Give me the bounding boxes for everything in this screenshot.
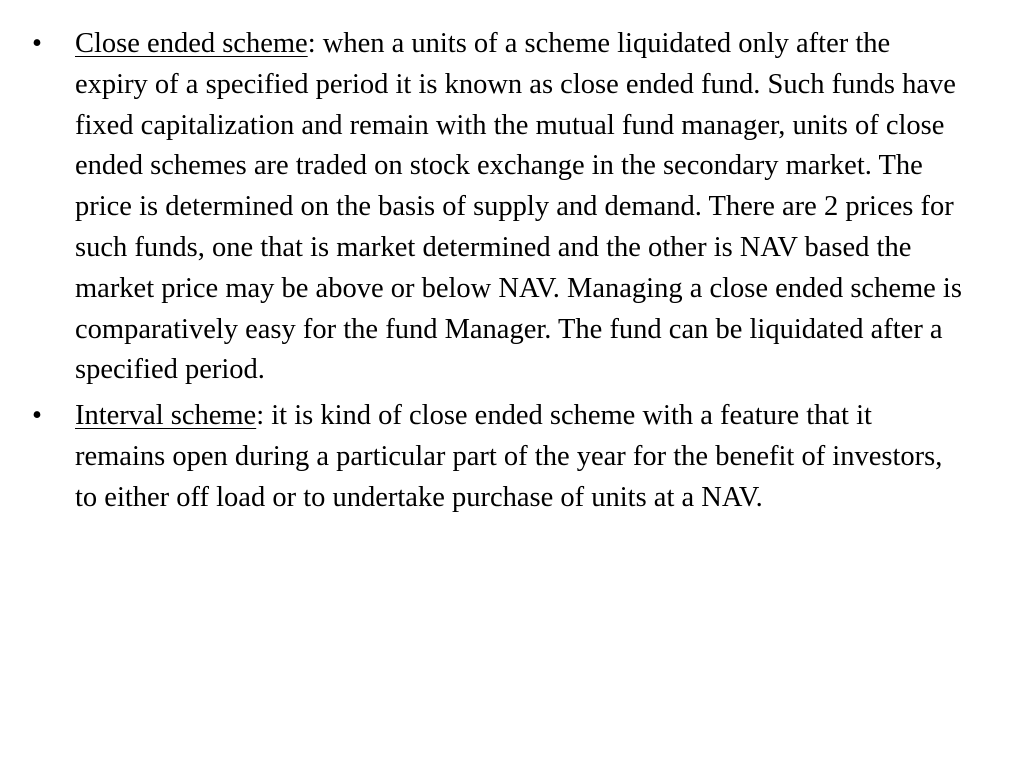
term-close-ended-scheme: Close ended scheme [75,28,308,59]
bullet-item-close-ended-scheme [32,24,962,391]
definition-interval-scheme: : it is kind of close ended scheme with a feature that it remains open during a particular part of the year for the benefit of investors, to either off load or to undertake purchase of units at a NAV. [75,400,943,513]
bullet-item-interval-scheme [32,396,962,518]
term-interval-scheme: Interval scheme [75,400,257,432]
definition-close-ended-scheme: : when a units of a scheme liquidated only after the expiry of a specified period it is known as close ended fund. Such funds have fixed capitalization and remain with the mutual fund manager, units of close ended schemes are traded on stock exchange in the secondary market. The price is determined on the basis of supply and demand. There are 2 prices for such funds, one that is market determined and the other is NAV based the market price may be above or below NAV. Managing a close ended scheme is comparatively easy for the fund Manager. The fund can be liquidated after a specified period. [75,28,962,386]
bullet-dot-icon: • [32,28,42,59]
bullet-dot-icon: • [32,400,42,432]
bullet-list [32,24,962,524]
